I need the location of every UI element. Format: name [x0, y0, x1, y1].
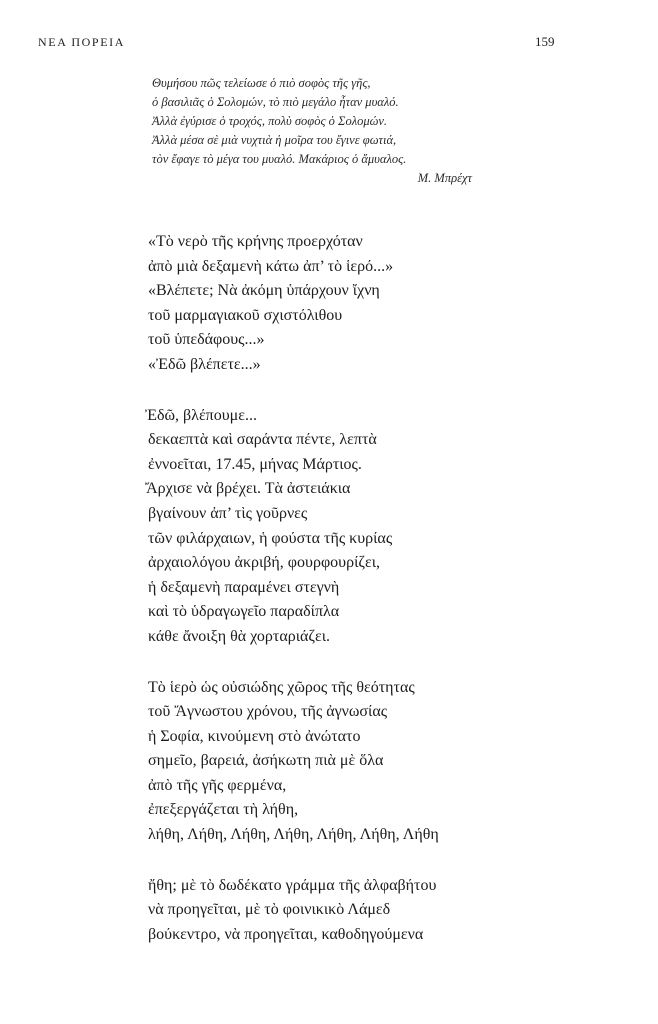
- epigraph: [152, 74, 482, 188]
- poem-line: ἐπεξεργάζεται τὴ λήθη,: [148, 801, 299, 819]
- epigraph-line: Ἀλλὰ μέσα σὲ μιὰ νυχτιὰ ἡ μοῖρα του ἔγινε φωτιά,: [152, 133, 397, 147]
- poem-line: βγαίνουν ἀπ’ τὶς γοῦρνες: [148, 504, 308, 522]
- epigraph-line: τὸν ἔφαγε τὸ μέγα του μυαλό. Μακάριος ὁ ἄμυαλος.: [152, 152, 407, 166]
- poem-line: βούκεντρο, νὰ προηγεῖται, καθοδηγούμενα: [148, 925, 424, 943]
- poem-body: [145, 230, 618, 973]
- poem-line: «Τὸ νερὸ τῆς κρήνης προερχόταν: [148, 233, 363, 250]
- poem-line: Ἄρχισε νὰ βρέχει. Τὰ ἀστειάκια: [145, 480, 351, 498]
- poem-line: τοῦ ὑπεδάφους...»: [148, 331, 265, 349]
- poem-line: νὰ προηγεῖται, μὲ τὸ φοινικικὸ Λάμεδ: [148, 901, 391, 919]
- poem-line: ἡ δεξαμενὴ παραμένει στεγνὴ: [148, 578, 340, 596]
- poem-line: «Ἐδῶ βλέπετε...»: [148, 355, 261, 373]
- running-header-journal: ΝΕΑ ΠΟΡΕΙΑ: [38, 35, 125, 49]
- epigraph-line: ὁ βασιλιᾶς ὁ Σολομών, τὸ πιὸ μεγάλο ἦταν μυαλό.: [152, 95, 399, 109]
- poem-line: σημεῖο, βαρειά, ἀσήκωτη πιὰ μὲ ὅλα: [148, 752, 384, 770]
- poem-line: κάθε ἄνοιξη θὰ χορταριάζει.: [148, 627, 331, 645]
- poem-line: τοῦ μαρμαγιακοῦ σχιστόλιθου: [148, 306, 343, 324]
- epigraph-line: Θυμήσου πῶς τελείωσε ὁ πιὸ σοφὸς τῆς γῆς,: [152, 76, 371, 90]
- epigraph-line: Ἀλλὰ ἐγύρισε ὁ τροχός, πολὺ σοφὸς ὁ Σολομών.: [152, 114, 388, 128]
- poem-line: καὶ τὸ ὑδραγωγεῖο παραδίπλα: [148, 603, 340, 621]
- stanza-4: [148, 874, 618, 948]
- poem-line: ἀπὸ μιὰ δεξαμενὴ κάτω ἀπ’ τὸ ἱερό...»: [148, 257, 394, 275]
- poem-line: λήθη, Λήθη, Λήθη, Λήθη, Λήθη, Λήθη, Λήθη: [148, 826, 439, 844]
- poem-line: ἀρχαιολόγου ἀκριβή, φουρφουρίζει,: [148, 554, 381, 572]
- poem-line: ἤθη; μὲ τὸ δωδέκατο γράμμα τῆς ἀλφαβήτου: [148, 876, 437, 894]
- poem-line: ἡ Σοφία, κινούμενη στὸ ἀνώτατο: [148, 727, 361, 745]
- poem-line: ἐννοεῖται, 17.45, μήνας Μάρτιος.: [148, 455, 362, 473]
- poem-line: Ἐδῶ, βλέπουμε...: [145, 406, 257, 424]
- page-number: 159: [535, 34, 555, 49]
- poem-line: ἀπὸ τῆς γῆς φερμένα,: [148, 776, 287, 794]
- stanza-3: [148, 676, 618, 848]
- poem-line: Τὸ ἱερὸ ὡς οὐσιώδης χῶρος τῆς θεότητας: [148, 678, 415, 696]
- poem-line: «Βλέπετε; Νὰ ἀκόμη ὑπάρχουν ἴχνη: [148, 282, 380, 300]
- poem-line: τῶν φιλάρχαιων, ἡ φούστα τῆς κυρίας: [148, 529, 393, 547]
- epigraph-author: Μ. Μπρέχτ: [417, 171, 472, 185]
- poem-line: δεκαεπτὰ καὶ σαράντα πέντε, λεπτὰ: [148, 431, 377, 449]
- poem-line: τοῦ Ἄγνωστου χρόνου, τῆς ἀγνωσίας: [148, 703, 388, 721]
- stanza-1: [148, 230, 618, 378]
- stanza-2: [145, 404, 618, 650]
